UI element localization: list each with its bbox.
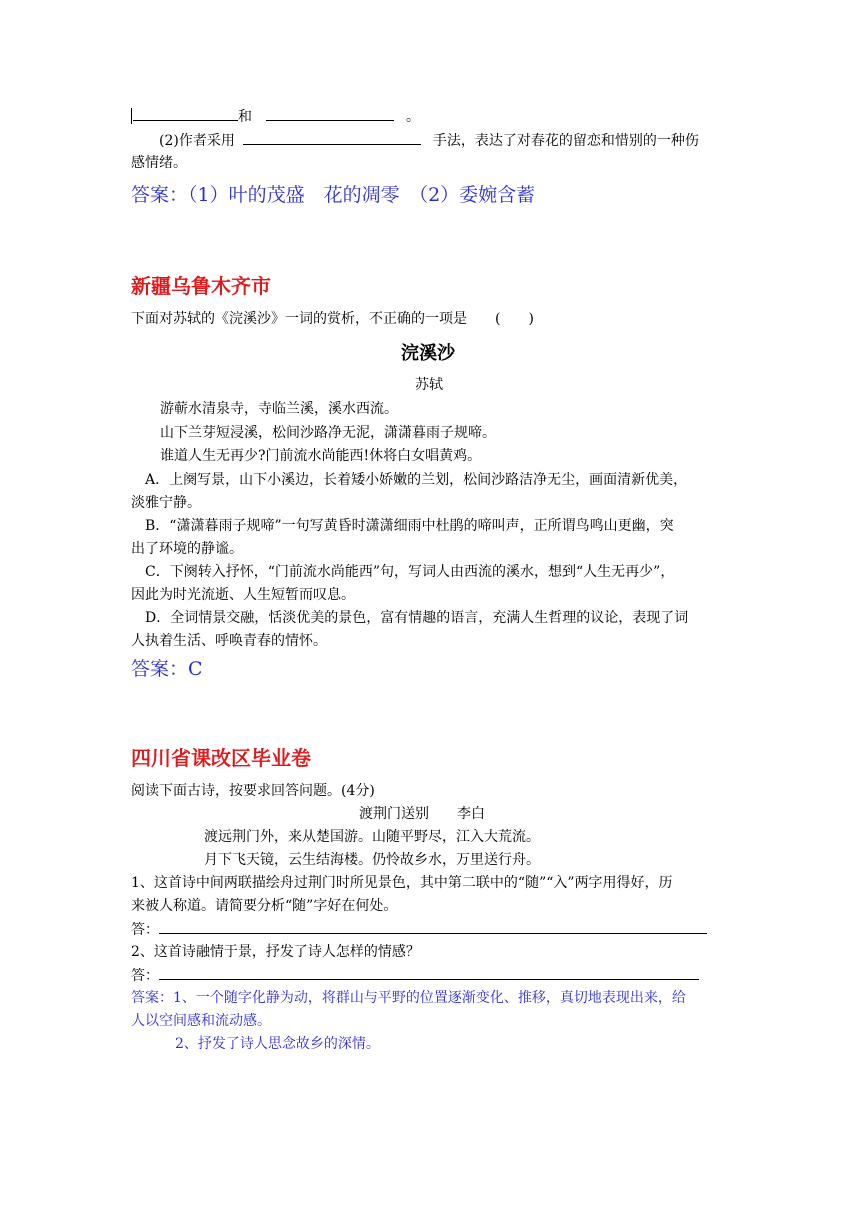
poem-author: 苏轼	[415, 377, 443, 393]
poem-heading: 渡荆门送别 李白	[359, 806, 485, 822]
region-heading-sichuan: 四川省课改区毕业卷	[131, 746, 311, 770]
reading-intro: 阅读下面古诗，按要求回答问题。(4分)	[131, 783, 375, 799]
answer-label: 答：	[131, 922, 159, 938]
option-d-cont: 人执着生活、呼唤青春的情怀。	[131, 633, 327, 649]
question-2-continuation: 感情绪。	[131, 155, 187, 171]
answer-1: 答案：（1）叶的茂盛 花的凋零 （2）委婉含蓄	[131, 184, 536, 206]
option-d: D．全词情景交融，恬淡优美的景色，富有情趣的语言，充满人生哲理的议论，表现了词	[145, 610, 689, 626]
option-b-cont: 出了环境的静谧。	[131, 541, 243, 557]
answer-label: 答：	[131, 968, 159, 984]
poem-line: 月下飞天镜，云生结海楼。仍怜故乡水，万里送行舟。	[204, 852, 540, 868]
question-2-line	[159, 130, 699, 151]
option-a-cont: 淡雅宁静。	[131, 495, 201, 511]
answer-2: 答案：C	[131, 658, 203, 680]
fill-blank-line-1	[131, 106, 420, 127]
blank-3[interactable]	[243, 130, 421, 145]
answer-blank-1[interactable]	[159, 919, 707, 934]
blank-end-mark: 。	[406, 109, 420, 125]
answer-line-1	[131, 919, 707, 940]
option-c: C．下阕转入抒怀，“门前流水尚能西”句，写词人由西流的溪水，想到“人生无再少”，	[145, 564, 675, 580]
poem-line: 游蕲水清泉寺，寺临兰溪，溪水西流。	[160, 401, 398, 417]
answer-blank-2[interactable]	[159, 965, 699, 980]
region-heading-xinjiang: 新疆乌鲁木齐市	[131, 274, 271, 298]
option-c-cont: 因此为时光流逝、人生短暂而叹息。	[131, 587, 355, 603]
poem-line: 山下兰芽短浸溪，松间沙路净无泥，潇潇暮雨子规啼。	[160, 425, 496, 441]
question-1-cont: 来被人称道。请简要分析“随”字好在何处。	[131, 898, 398, 914]
question-2-suffix: 手法，表达了对春花的留恋和惜别的一种伤	[432, 133, 699, 149]
text-cursor	[131, 108, 132, 124]
answer-3-line-3: 2、抒发了诗人思念故乡的深情。	[175, 1036, 380, 1052]
question-2: 2、这首诗融情于景，抒发了诗人怎样的情感？	[131, 944, 420, 960]
blank-1[interactable]	[133, 106, 238, 121]
poem-line: 渡远荆门外，来从楚国游。山随平野尽，江入大荒流。	[204, 829, 540, 845]
blank-connector: 和	[238, 109, 252, 125]
poem-line: 谁道人生无再少?门前流水尚能西!休将白女唱黄鸡。	[160, 448, 482, 464]
answer-line-2	[131, 965, 699, 986]
answer-3-line-2: 人以空间感和流动感。	[131, 1013, 271, 1029]
poem-title: 浣溪沙	[401, 343, 455, 364]
answer-3-line-1: 答案：1、一个随字化静为动，将群山与平野的位置逐渐变化、推移，真切地表现出来，给	[131, 990, 686, 1006]
question-text: 下面对苏轼的《浣溪沙》一词的赏析，不正确的一项是 ( )	[131, 311, 534, 327]
option-a: A．上阕写景，山下小溪边，长着矮小娇嫩的兰划，松间沙路洁净无尘，画面清新优美，	[145, 472, 688, 488]
question-2-prefix: (2)作者采用	[159, 133, 235, 149]
option-b: B．“潇潇暮雨子规啼”一句写黄昏时潇潇细雨中杜鹃的啼叫声，正所谓鸟鸣山更幽，突	[145, 518, 674, 534]
question-1: 1、这首诗中间两联描绘舟过荆门时所见景色，其中第二联中的“随”“入”两字用得好，历	[131, 875, 673, 891]
blank-2[interactable]	[266, 106, 394, 121]
